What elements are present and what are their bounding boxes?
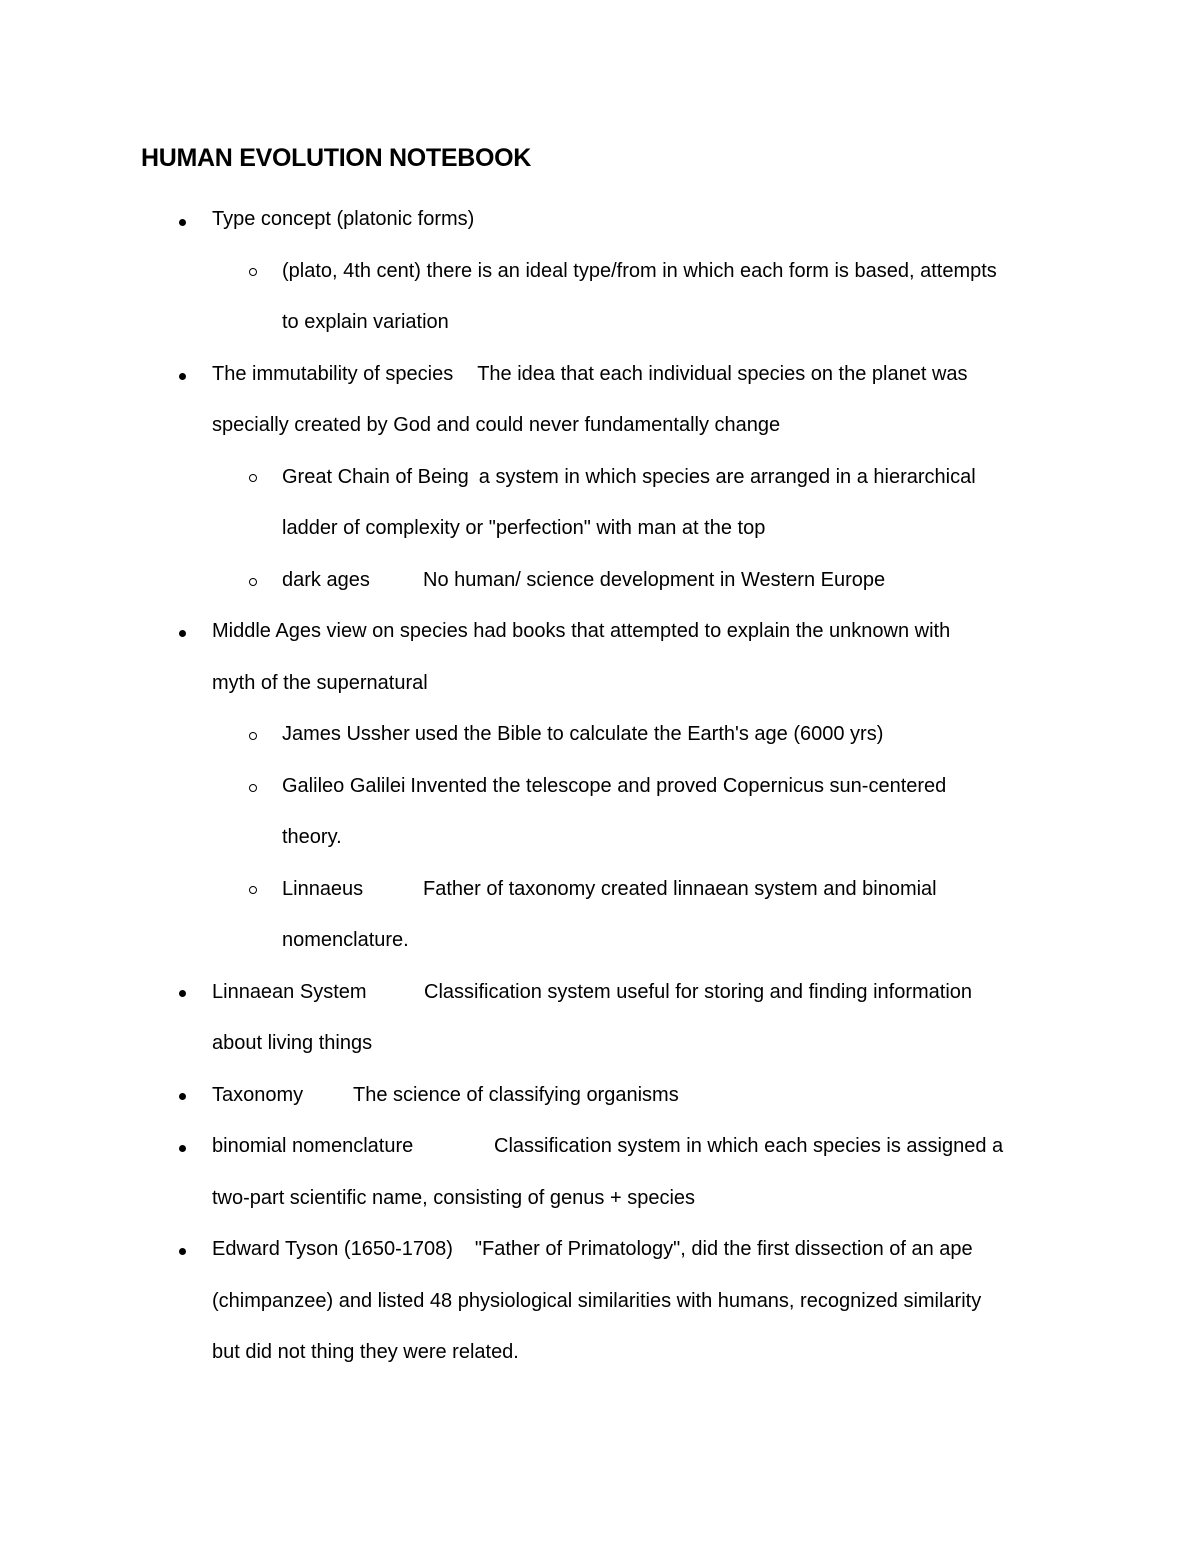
item-text: Classification system useful for storing and finding information bbox=[424, 981, 973, 1003]
list-item-continuation bbox=[212, 400, 780, 452]
list-item bbox=[212, 1121, 1003, 1173]
hollow-bullet-icon bbox=[249, 886, 257, 894]
list-item-continuation bbox=[282, 503, 765, 555]
list-item bbox=[212, 967, 972, 1019]
list-item-continuation bbox=[282, 915, 409, 967]
hollow-bullet-icon bbox=[249, 474, 257, 482]
list-item bbox=[282, 761, 946, 813]
item-text: myth of the supernatural bbox=[212, 672, 428, 694]
item-text: about living things bbox=[212, 1032, 373, 1054]
item-text: No human/ science development in Western Europe bbox=[423, 569, 886, 591]
item-term: Galileo Galilei bbox=[282, 775, 406, 797]
bullet-icon bbox=[179, 1145, 186, 1152]
bullet-icon bbox=[179, 373, 186, 380]
list-item bbox=[282, 555, 885, 607]
item-text: "Father of Primatology", did the first dissection of an ape bbox=[474, 1238, 973, 1260]
list-item-continuation bbox=[212, 1173, 695, 1225]
list-item-continuation bbox=[212, 658, 428, 710]
item-term: Linnaean System bbox=[212, 981, 367, 1003]
list-item bbox=[282, 709, 883, 761]
item-term: Linnaeus bbox=[282, 878, 364, 900]
bullet-icon bbox=[179, 990, 186, 997]
item-term: dark ages bbox=[282, 569, 370, 591]
list-item-continuation bbox=[212, 1276, 981, 1328]
hollow-bullet-icon bbox=[249, 268, 257, 276]
item-text: theory. bbox=[282, 826, 342, 848]
list-item-continuation bbox=[282, 297, 449, 349]
list-item bbox=[212, 606, 950, 658]
item-text: ladder of complexity or "perfection" with man at the top bbox=[282, 517, 766, 539]
list-item bbox=[212, 194, 474, 246]
item-text: used the Bible to calculate the Earth's age (6000 yrs) bbox=[414, 723, 884, 745]
list-item-continuation bbox=[212, 1327, 519, 1379]
list-item bbox=[212, 349, 968, 401]
list-item bbox=[282, 864, 937, 916]
bullet-icon bbox=[179, 1093, 186, 1100]
item-text: two-part scientific name, consisting of genus + species bbox=[212, 1187, 696, 1209]
item-text: Middle Ages view on species had books that attempted to explain the unknown with bbox=[212, 620, 951, 642]
list-item bbox=[212, 1224, 973, 1276]
item-text: Invented the telescope and proved Copernicus sun-centered bbox=[410, 775, 947, 797]
list-item-continuation bbox=[282, 812, 342, 864]
item-text: but did not thing they were related. bbox=[212, 1341, 519, 1363]
hollow-bullet-icon bbox=[249, 784, 257, 792]
item-term: The immutability of species bbox=[212, 363, 454, 385]
item-text: The idea that each individual species on the planet was bbox=[477, 363, 968, 385]
item-text: Classification system in which each species is assigned a bbox=[494, 1135, 1004, 1157]
item-term: Taxonomy bbox=[212, 1084, 304, 1106]
item-term: James Ussher bbox=[282, 723, 410, 745]
item-text: Type concept (platonic forms) bbox=[212, 208, 475, 230]
bullet-icon bbox=[179, 219, 186, 226]
item-term: Edward Tyson (1650-1708) bbox=[212, 1238, 453, 1260]
item-text: specially created by God and could never fundamentally change bbox=[212, 414, 781, 436]
item-text: (chimpanzee) and listed 48 physiological similarities with humans, recognized similarity bbox=[212, 1290, 982, 1312]
item-text: to explain variation bbox=[282, 311, 449, 333]
document-title: HUMAN EVOLUTION NOTEBOOK bbox=[141, 144, 532, 172]
list-item bbox=[212, 1070, 679, 1122]
item-text: The science of classifying organisms bbox=[353, 1084, 679, 1106]
item-text: (plato, 4th cent) there is an ideal type/from in which each form is based, attempts bbox=[282, 260, 997, 282]
item-term: binomial nomenclature bbox=[212, 1135, 414, 1157]
item-term: Great Chain of Being bbox=[282, 466, 469, 488]
bullet-icon bbox=[179, 630, 186, 637]
item-text: a system in which species are arranged in a hierarchical bbox=[478, 466, 976, 488]
hollow-bullet-icon bbox=[249, 578, 257, 586]
hollow-bullet-icon bbox=[249, 732, 257, 740]
bullet-icon bbox=[179, 1248, 186, 1255]
list-item bbox=[282, 246, 997, 298]
list-item bbox=[282, 452, 976, 504]
item-text: Father of taxonomy created linnaean system and binomial bbox=[423, 878, 937, 900]
item-text: nomenclature. bbox=[282, 929, 409, 951]
list-item-continuation bbox=[212, 1018, 372, 1070]
